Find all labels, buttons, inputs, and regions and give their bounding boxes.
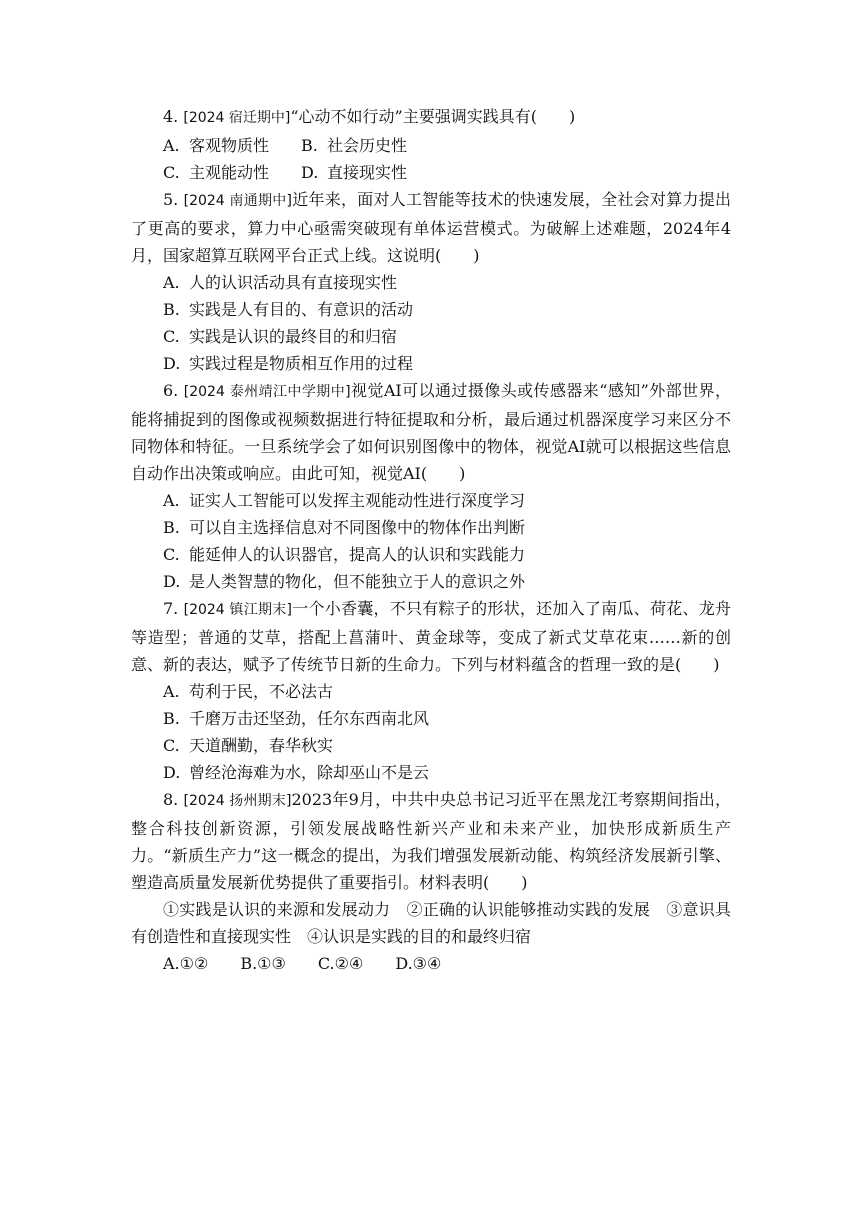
question-source: [2024 宿迁期中] — [183, 110, 291, 126]
question-5 — [131, 186, 731, 377]
option-d: D. 曾经沧海难为水，除却巫山不是云 — [163, 763, 430, 782]
option-row — [131, 159, 731, 186]
question-text: 一个小香囊，不只有粽子的形状，还加入了南瓜、荷花、龙舟等造型；普通的艾草，搭配上菖蒲叶、黄金球等，变成了新式艾草花束……新的创意、新的表达，赋予了传统节日新的生命力。下列与材料蕴含的哲理一致的是( ) — [131, 599, 731, 674]
option-row — [131, 950, 731, 977]
option-c: C. 能延伸人的认识器官，提高人的认识和实践能力 — [163, 545, 526, 564]
question-source: [2024 扬州期末] — [183, 793, 292, 809]
option-c: C. 天道酬勤，春华秋实 — [163, 736, 334, 755]
question-list — [131, 103, 731, 977]
option-a: A. 客观物质性 — [163, 136, 270, 155]
option-c: C. 主观能动性 — [163, 163, 270, 182]
option-a: A.①② — [163, 954, 209, 973]
question-6 — [131, 377, 731, 595]
question-source: [2024 泰州靖江中学期中] — [183, 384, 351, 400]
question-statements: ①实践是认识的来源和发展动力 ②正确的认识能够推动实践的发展 ③意识具有创造性和直接现实性 ④认识是实践的目的和最终归宿 — [131, 900, 731, 946]
question-number: 7. — [163, 599, 179, 618]
question-stem — [131, 186, 731, 269]
question-stem — [131, 377, 731, 487]
question-text: 2023年9月，中共中央总书记习近平在黑龙江考察期间指出，整合科技创新资源，引领发展战略性新兴产业和未来产业，加快形成新质生产力。“新质生产力”这一概念的提出，为我们增强发展新动能、构筑经济发展新引擎、塑造高质量发展新优势提供了重要指引。材料表明( ) — [131, 790, 731, 892]
question-number: 8. — [163, 790, 179, 809]
option-c: C.②④ — [317, 954, 364, 973]
question-7 — [131, 595, 731, 786]
option-a: A. 人的认识活动具有直接现实性 — [163, 273, 398, 292]
question-stem — [131, 786, 731, 896]
question-text: 近年来，面对人工智能等技术的快速发展，全社会对算力提出了更高的要求，算力中心亟需突破现有单体运营模式。为破解上述难题，2024年4月，国家超算互联网平台正式上线。这说明( ) — [131, 190, 731, 265]
option-a: A. 苟利于民，不必法古 — [163, 682, 334, 701]
option-d: D. 直接现实性 — [301, 163, 408, 182]
option-b: B. 千磨万击还坚劲，任尔东西南北风 — [163, 709, 430, 728]
question-number: 5. — [163, 190, 179, 209]
question-number: 6. — [163, 381, 179, 400]
option-d: D. 是人类智慧的物化，但不能独立于人的意识之外 — [163, 572, 526, 591]
question-source: [2024 南通期中] — [183, 193, 292, 209]
option-b: B.①③ — [240, 954, 286, 973]
option-b: B. 可以自主选择信息对不同图像中的物体作出判断 — [163, 518, 526, 537]
question-text: “心动不如行动”主要强调实践具有( ) — [290, 107, 576, 126]
question-source: [2024 镇江期末] — [183, 602, 292, 618]
option-d: D.③④ — [395, 954, 442, 973]
question-number: 4. — [163, 107, 179, 126]
question-text: 视觉AI可以通过摄像头或传感器来“感知”外部世界，能将捕捉到的图像或视频数据进行特征提取和分析，最后通过机器深度学习来区分不同物体和特征。一旦系统学会了如何识别图像中的物体，视觉AI就可以根据这些信息自动作出决策或响应。由此可知，视觉AI( ) — [131, 381, 731, 483]
option-d: D. 实践过程是物质相互作用的过程 — [163, 354, 414, 373]
option-b: B. 实践是人有目的、有意识的活动 — [163, 300, 414, 319]
question-8 — [131, 786, 731, 977]
option-c: C. 实践是认识的最终目的和归宿 — [163, 327, 398, 346]
option-row — [131, 132, 731, 159]
question-stem — [131, 103, 731, 132]
question-4 — [131, 103, 731, 186]
option-a: A. 证实人工智能可以发挥主观能动性进行深度学习 — [163, 491, 526, 510]
question-stem — [131, 595, 731, 678]
option-b: B. 社会历史性 — [301, 136, 408, 155]
